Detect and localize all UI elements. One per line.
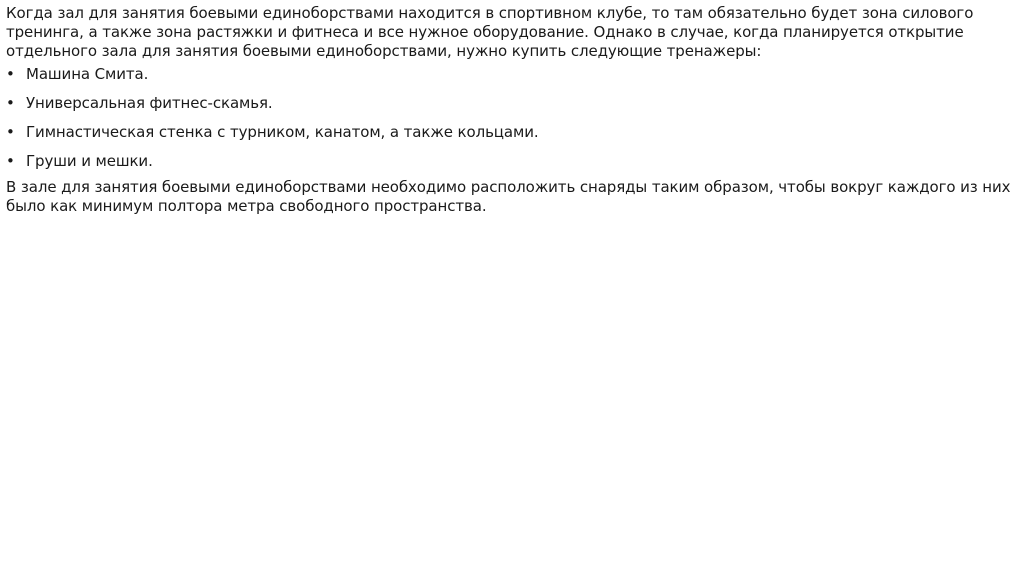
text-block [6,4,1020,220]
list-item-text: Машина Смита. [26,65,149,83]
equipment-list [6,65,1020,171]
bullet-marker: • [6,65,15,83]
list-item [6,65,1020,84]
closing-paragraph: В зале для занятия боевыми единоборствами необходимо расположить снаряды таким образом, чтобы вокруг каждого из них было как минимум полтора метра свободного пространства. [6,178,1011,215]
list-item-text: Универсальная фитнес-скамья. [26,94,273,112]
intro-paragraph: Когда зал для занятия боевыми единоборствами находится в спортивном клубе, то там обязательно будет зона силового тренинга, а также зона растяжки и фитнеса и все нужное оборудование. Однако в случае, когда планируется открытие отдельного зала для занятия боевыми единоборствами, нужно купить следующие тренажеры: [6,4,974,60]
list-item-text: Груши и мешки. [26,152,153,170]
list-item [6,152,1020,171]
list-item [6,94,1020,113]
bullet-marker: • [6,152,15,170]
bullet-marker: • [6,94,15,112]
list-item [6,123,1020,142]
list-item-text: Гимнастическая стенка с турником, канатом, а также кольцами. [26,123,539,141]
bullet-marker: • [6,123,15,141]
